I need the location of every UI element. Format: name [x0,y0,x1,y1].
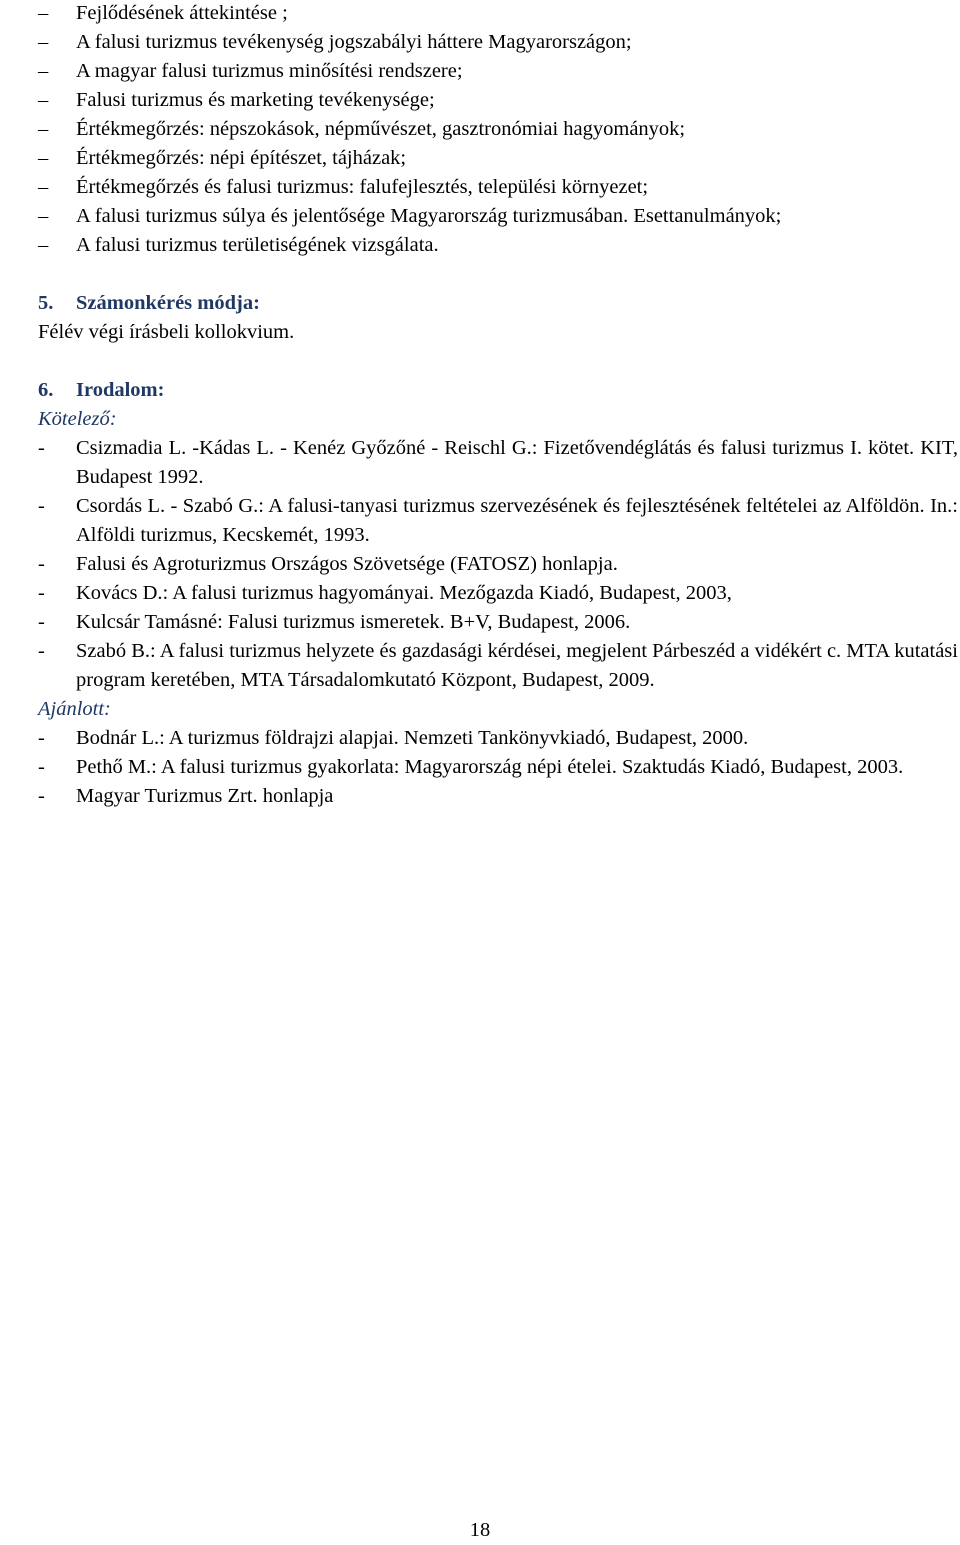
literature-heading [38,376,958,405]
dash-bullet: – [38,118,49,140]
reference-item [38,782,958,811]
dash-bullet: - [38,727,45,749]
dash-bullet: - [38,553,45,575]
topic-item [38,57,958,86]
topic-text: A falusi turizmus területiségének vizsgálata. [76,234,439,256]
topic-text: Fejlődésének áttekintése ; [76,2,288,24]
topic-text: A falusi turizmus súlya és jelentősége Magyarország turizmusában. Esettanulmányok; [76,205,782,227]
topic-item [38,86,958,115]
dash-bullet: - [38,785,45,807]
topic-item [38,28,958,57]
topic-item [38,144,958,173]
topic-text: Falusi turizmus és marketing tevékenysége; [76,89,435,111]
section-number: 5. [38,292,54,314]
reference-text: Falusi és Agroturizmus Országos Szövetsége (FATOSZ) honlapja. [76,553,618,575]
topic-list [38,0,958,260]
reference-text: Kovács D.: A falusi turizmus hagyományai. Mezőgazda Kiadó, Budapest, 2003, [76,582,732,604]
topic-text: Értékmegőrzés és falusi turizmus: falufejlesztés, települési környezet; [76,176,649,198]
dash-bullet: - [38,611,45,633]
dash-bullet: - [38,582,45,604]
dash-bullet: – [38,176,49,198]
page-number: 18 [469,1519,491,1541]
topic-text: A falusi turizmus tevékenység jogszabályi háttere Magyarországon; [76,31,632,53]
recommended-reference-list [38,724,958,811]
reference-item [38,579,958,608]
reference-text: Szabó B.: A falusi turizmus helyzete és gazdasági kérdései, megjelent Párbeszéd a vidékért c. MTA kutatási program keretében, MTA Társadalomkutató Központ, Budapest, 2009. [76,640,958,691]
dash-bullet: - [38,756,45,778]
reference-text: Kulcsár Tamásné: Falusi turizmus ismeretek. B+V, Budapest, 2006. [76,611,631,633]
dash-bullet: – [38,234,49,256]
reference-text: Magyar Turizmus Zrt. honlapja [76,785,334,807]
topic-item [38,115,958,144]
dash-bullet: – [38,205,49,227]
dash-bullet: - [38,437,45,459]
reference-text: Pethő M.: A falusi turizmus gyakorlata: Magyarország népi ételei. Szaktudás Kiadó, Budapest, 2003. [76,756,904,778]
reference-item [38,492,958,550]
dash-bullet: - [38,495,45,517]
dash-bullet: – [38,60,49,82]
literature-section [38,376,958,811]
dash-bullet: – [38,31,49,53]
exam-heading [38,289,958,318]
reference-item [38,724,958,753]
exam-section [38,289,958,347]
dash-bullet: – [38,147,49,169]
section-title: Számonkérés módja: [76,292,260,314]
reference-item [38,637,958,695]
reference-item [38,608,958,637]
topic-text: A magyar falusi turizmus minősítési rendszere; [76,60,463,82]
topic-item [38,173,958,202]
reference-item [38,753,958,782]
dash-bullet: - [38,640,45,662]
reference-text: Csordás L. - Szabó G.: A falusi-tanyasi turizmus szervezésének és fejlesztésének feltételei az Alföldön. In.: Alföldi turizmus, Kecskemét, 1993. [76,495,958,546]
reference-item [38,434,958,492]
mandatory-reference-list [38,434,958,695]
reference-text: Bodnár L.: A turizmus földrajzi alapjai. Nemzeti Tankönyvkiadó, Budapest, 2000. [76,727,749,749]
topic-item [38,202,958,231]
mandatory-label: Kötelező: [38,408,117,430]
topic-text: Értékmegőrzés: népi építészet, tájházak; [76,147,407,169]
reference-text: Csizmadia L. -Kádas L. - Kenéz Győzőné - Reischl G.: Fizetővendéglátás és falusi turizmus I. kötet. KIT, Budapest 1992. [76,437,958,488]
section-title: Irodalom: [76,379,165,401]
dash-bullet: – [38,2,49,24]
dash-bullet: – [38,89,49,111]
exam-text: Félév végi írásbeli kollokvium. [38,321,295,343]
recommended-label: Ajánlott: [38,698,111,720]
topic-text: Értékmegőrzés: népszokások, népművészet, gasztronómiai hagyományok; [76,118,686,140]
section-number: 6. [38,379,54,401]
topic-item [38,231,958,260]
topic-item [38,0,958,28]
reference-item [38,550,958,579]
